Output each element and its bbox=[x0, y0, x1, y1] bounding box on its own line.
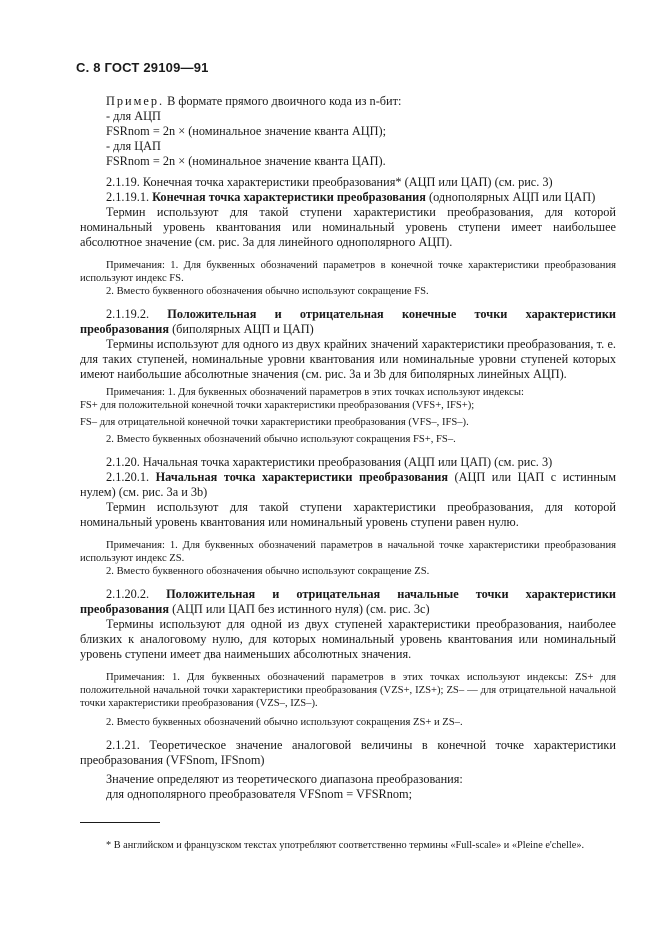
page-header: С. 8 ГОСТ 29109—91 bbox=[76, 60, 209, 75]
term-name: Положительная и отрицательная начальные точки характеристики преобразования bbox=[80, 587, 617, 616]
section-2-1-19-heading: 2.1.19. Конечная точка характеристики преобразования* (АЦП или ЦАП) (см. рис. 3) bbox=[106, 175, 553, 189]
section-2-1-19-1-note-1: Примечания: 1. Для буквенных обозначений параметров в конечной точке характеристики преобразования используют индекс FS. bbox=[80, 260, 616, 284]
section-2-1-19-2-note-2: 2. Вместо буквенных обозначений обычно используют сокращения FS+, FS–. bbox=[106, 434, 456, 445]
section-2-1-21-text: Значение определяют из теоретического диапазона преобразования: bbox=[106, 772, 463, 786]
section-2-1-20-1-note-1: Примечания: 1. Для буквенных обозначений параметров в начальной точке характеристики преобразования используют индекс ZS. bbox=[80, 540, 616, 564]
section-2-1-20-2-note-2: 2. Вместо буквенных обозначений обычно используют сокращения ZS+ и ZS–. bbox=[106, 717, 463, 728]
term-qualifier: (биполярных АЦП и ЦАП) bbox=[172, 322, 314, 336]
term-qualifier: (АЦП или ЦАП с истинным нулем) (см. рис. 3а и 3b) bbox=[80, 470, 616, 499]
section-2-1-20-2-note-1: Примечания: 1. Для буквенных обозначений параметров в этих точках используют индексы: ZS+ для положительной начальной точки характеристики преобразования (VZS+, IZS+); ZS– — для отрицательной начальной точки характеристики преобразования (VZS–, IZS–). bbox=[80, 672, 616, 709]
example-label: Пример. bbox=[106, 94, 165, 108]
section-2-1-20-1-text: Термин используют для такой ступени характеристики преобразования, для которой номинальный уровень квантования или номинальный уровень ступени равен нулю. bbox=[80, 500, 616, 529]
example-intro-text: В формате прямого двоичного кода из n-бит: bbox=[167, 94, 402, 108]
footnote-divider bbox=[80, 822, 160, 823]
section-2-1-21-heading: 2.1.21. Теоретическое значение аналоговой величины в конечной точке характеристики преобразования (VFSnom, IFSnom) bbox=[80, 738, 616, 767]
section-number: 2.1.19.2. bbox=[106, 307, 150, 321]
section-2-1-19-2-note-1: Примечания: 1. Для буквенных обозначений параметров в этих точках используют индексы: bbox=[106, 387, 524, 398]
example-adc-formula: FSRnom = 2n × (номинальное значение кванта АЦП); bbox=[106, 124, 387, 138]
section-2-1-20-1-heading bbox=[80, 470, 616, 500]
section-2-1-20-2-heading bbox=[80, 587, 616, 617]
section-2-1-19-2-note-fsplus: FS+ для положительной конечной точки характеристики преобразования (VFS+, IFS+); bbox=[80, 400, 475, 411]
example-dac-label: - для ЦАП bbox=[106, 139, 161, 153]
term-qualifier: (АЦП или ЦАП без истинного нуля) (см. рис. 3с) bbox=[172, 602, 430, 616]
section-2-1-19-1-note-2: 2. Вместо буквенного обозначения обычно используют сокращение FS. bbox=[106, 286, 429, 297]
term-name: Конечная точка характеристики преобразования bbox=[152, 190, 426, 204]
term-qualifier: (однополярных АЦП или ЦАП) bbox=[429, 190, 596, 204]
section-2-1-21-formula: для однополярного преобразователя VFSnom = VFSRnom; bbox=[106, 787, 413, 801]
term-name: Положительная и отрицательная конечные точки характеристики преобразования bbox=[80, 307, 616, 336]
page-body bbox=[80, 94, 616, 802]
section-2-1-20-2-text: Термины используют для одной из двух ступеней характеристики преобразования, наиболее близких к аналоговому нулю, для которых номинальный уровень квантования или номинальный уровень ступени имеет два наименьших абсолютных значения. bbox=[80, 617, 616, 661]
section-2-1-20-heading: 2.1.20. Начальная точка характеристики преобразования (АЦП или ЦАП) (см. рис. 3) bbox=[106, 455, 553, 469]
section-number: 2.1.20.2. bbox=[106, 587, 150, 601]
section-2-1-19-1-text: Термин используют для такой ступени характеристики преобразования, для которой номинальный уровень квантования или номинальный уровень ступени имеет наибольшее абсолютное значение (см. рис. 3а для линейного однополярного АЦП). bbox=[80, 205, 616, 249]
example-intro bbox=[80, 94, 616, 109]
footnote: * В английском и французском текстах употребляют соответственно термины «Full-scale» и «Pleine e'chelle». bbox=[106, 840, 585, 852]
section-2-1-19-2-text: Термины используют для одного из двух крайних значений характеристики преобразования, т. е. для таких ступеней, номинальные уровни квантования или номинальные уровни ступеней которых имеют наибольшие абсолютные значения (см. рис. 3а и 3b для биполярных линейных АЦП). bbox=[80, 337, 616, 381]
section-2-1-20-1-note-2: 2. Вместо буквенного обозначения обычно используют сокращение ZS. bbox=[106, 566, 430, 577]
term-name: Начальная точка характеристики преобразования bbox=[155, 470, 448, 484]
example-dac-formula: FSRnom = 2n × (номинальное значение кванта ЦАП). bbox=[106, 154, 386, 168]
example-adc-label: - для АЦП bbox=[106, 109, 161, 123]
section-2-1-19-1-heading bbox=[80, 190, 616, 205]
section-2-1-19-2-note-fsminus: FS– для отрицательной конечной точки характеристики преобразования (VFS–, IFS–). bbox=[80, 417, 469, 428]
section-number: 2.1.20.1. bbox=[106, 470, 150, 484]
section-2-1-19-2-heading bbox=[80, 307, 616, 337]
section-number: 2.1.19.1. bbox=[106, 190, 150, 204]
